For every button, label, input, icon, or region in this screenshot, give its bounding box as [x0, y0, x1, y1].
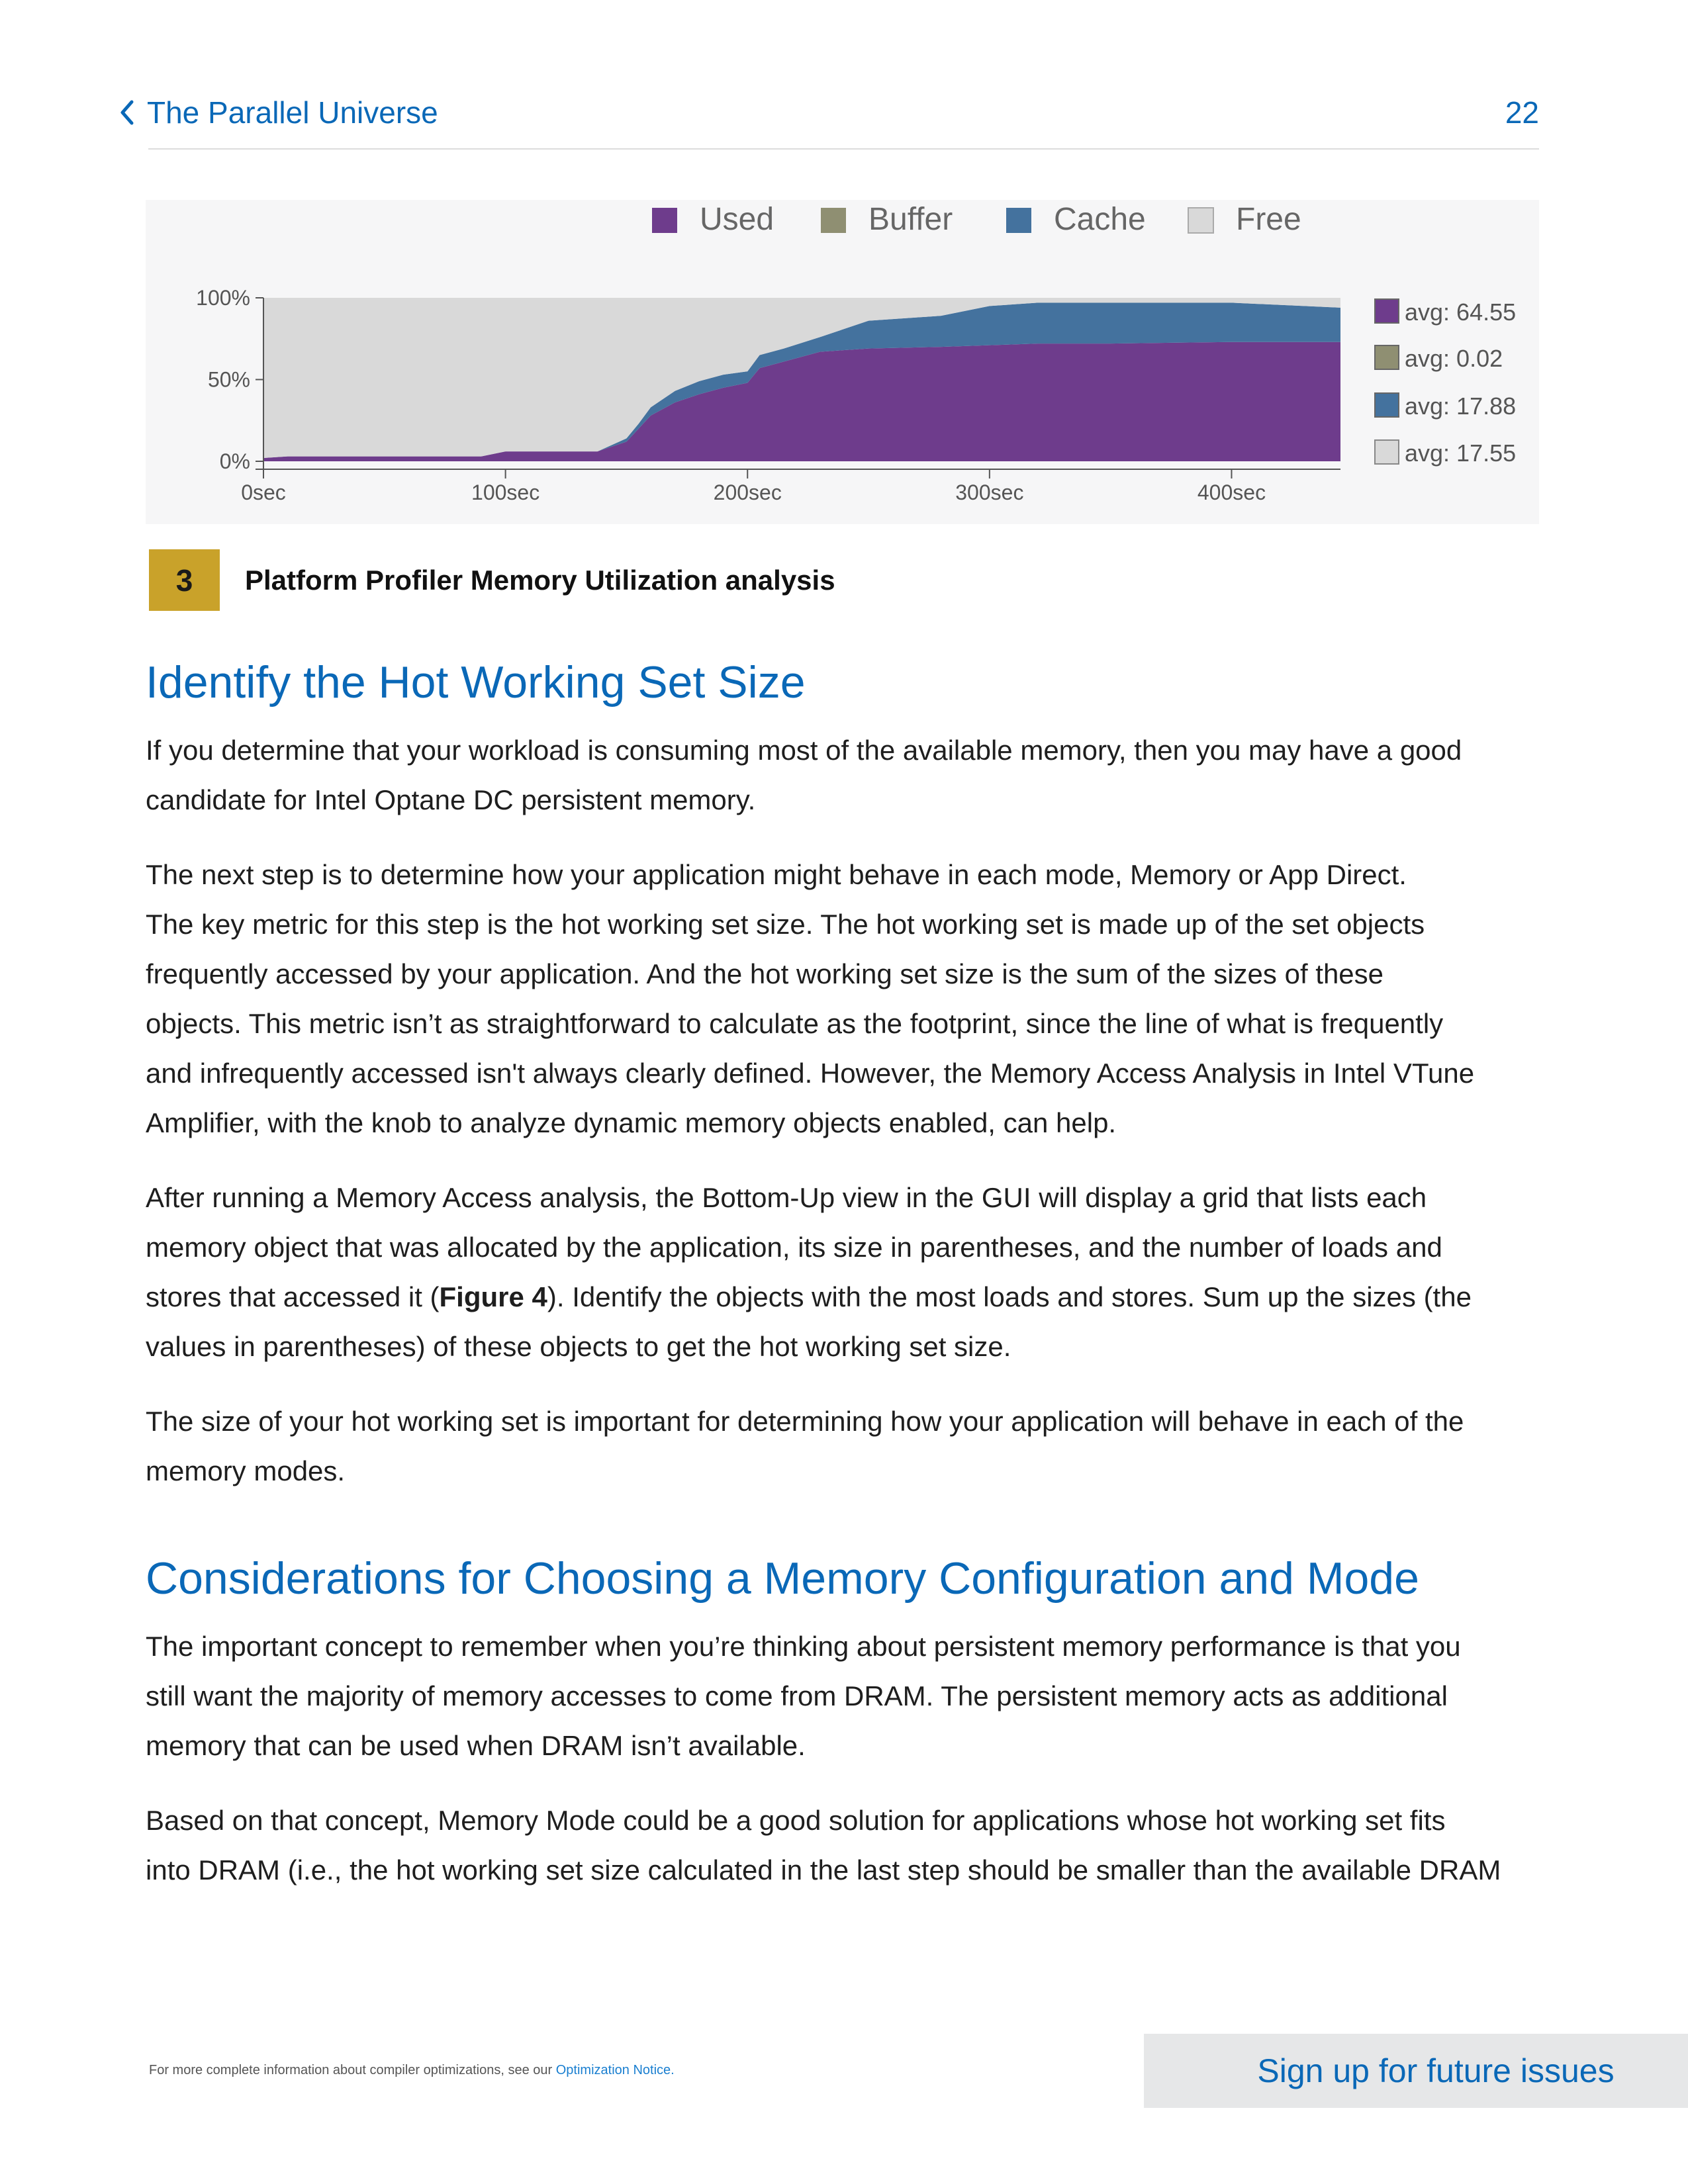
x-tick-label: 100sec	[471, 480, 540, 504]
article-body	[146, 649, 1575, 1895]
text-line: stores that accessed it (	[146, 1281, 440, 1312]
paragraph	[146, 1173, 1575, 1371]
page-header	[119, 93, 1539, 150]
text-line: memory that can be used when DRAM isn’t available.	[146, 1730, 806, 1761]
legend-swatch-free	[1188, 208, 1213, 233]
avg-label-free: avg: 17.55	[1405, 439, 1517, 467]
legend-label-used: Used	[700, 202, 774, 237]
paragraph	[146, 1621, 1575, 1770]
x-tick-label: 400sec	[1197, 480, 1266, 504]
figure-reference: Figure 4	[439, 1281, 547, 1312]
text-line: and infrequently accessed isn't always clearly defined. However, the Memory Access Analysis in Intel VTune	[146, 1058, 1475, 1089]
avg-label-cache: avg: 17.88	[1405, 392, 1517, 420]
text-line: candidate for Intel Optane DC persistent memory.	[146, 784, 756, 815]
text-line: The key metric for this step is the hot working set size. The hot working set is made up of the set objects	[146, 909, 1425, 940]
paragraph	[146, 850, 1575, 1148]
x-tick-label: 0sec	[241, 480, 286, 504]
footer-note-text: For more complete information about compiler optimizations, see our	[149, 2063, 553, 2077]
paragraph	[146, 1396, 1575, 1496]
y-tick-label: 100%	[196, 286, 250, 310]
figure-number-badge: 3	[149, 549, 220, 611]
paragraph	[146, 725, 1575, 825]
text-line: Amplifier, with the knob to analyze dynamic memory objects enabled, can help.	[146, 1107, 1117, 1138]
chevron-left-icon	[119, 99, 135, 126]
text-line: memory object that was allocated by the application, its size in parentheses, and the number of loads and	[146, 1232, 1442, 1263]
legend-swatch-cache	[1006, 208, 1031, 233]
chart-canvas	[146, 200, 1539, 524]
page-number: 22	[1505, 95, 1539, 130]
signup-button[interactable]	[1144, 2034, 1688, 2108]
text-line: ). Identify the objects with the most loads and stores. Sum up the sizes (the	[547, 1281, 1472, 1312]
avg-label-buffer: avg: 0.02	[1405, 345, 1503, 372]
figure-caption	[149, 549, 835, 611]
footer-note	[149, 2063, 675, 2078]
avg-swatch-used	[1375, 299, 1399, 323]
text-line: Based on that concept, Memory Mode could be a good solution for applications whose hot working set fits	[146, 1805, 1446, 1836]
text-line: values in parentheses) of these objects to get the hot working set size.	[146, 1331, 1011, 1362]
publication-title: The Parallel Universe	[147, 95, 438, 130]
header-divider	[148, 148, 1539, 150]
text-line: The next step is to determine how your application might behave in each mode, Memory or App Direct.	[146, 859, 1407, 890]
x-tick-label: 300sec	[955, 480, 1024, 504]
optimization-notice-link[interactable]: Optimization Notice.	[555, 2063, 675, 2077]
paragraph	[146, 1796, 1575, 1895]
avg-swatch-cache	[1375, 393, 1399, 417]
legend-label-buffer: Buffer	[868, 202, 953, 237]
section-heading-hot-working-set: Identify the Hot Working Set Size	[146, 657, 806, 707]
x-tick-label: 200sec	[713, 480, 782, 504]
legend-label-free: Free	[1236, 202, 1301, 237]
text-line: memory modes.	[146, 1455, 346, 1486]
avg-swatch-free	[1375, 440, 1399, 464]
legend-swatch-buffer	[821, 208, 846, 233]
text-line: objects. This metric isn’t as straightforward to calculate as the footprint, since the line of what is frequently	[146, 1008, 1444, 1039]
text-line: If you determine that your workload is consuming most of the available memory, then you may have a good	[146, 735, 1462, 766]
legend-swatch-used	[652, 208, 677, 233]
legend-label-cache: Cache	[1054, 202, 1146, 237]
text-line: frequently accessed by your application. And the hot working set size is the sum of the sizes of these	[146, 958, 1384, 989]
text-line: After running a Memory Access analysis, the Bottom-Up view in the GUI will display a grid that lists each	[146, 1182, 1427, 1213]
figure-caption-text: Platform Profiler Memory Utilization analysis	[245, 564, 835, 596]
text-line: still want the majority of memory accesses to come from DRAM. The persistent memory acts as additional	[146, 1680, 1448, 1711]
avg-label-used: avg: 64.55	[1405, 298, 1517, 326]
memory-utilization-chart	[146, 200, 1539, 524]
back-link[interactable]	[119, 93, 438, 132]
signup-label: Sign up for future issues	[1257, 2052, 1615, 2089]
text-line: The size of your hot working set is important for determining how your application will behave in each of the	[146, 1406, 1464, 1437]
avg-swatch-buffer	[1375, 345, 1399, 369]
section-heading-memory-configuration: Considerations for Choosing a Memory Configuration and Mode	[146, 1553, 1419, 1604]
y-tick-label: 0%	[219, 449, 250, 473]
y-tick-label: 50%	[207, 367, 250, 392]
text-line: into DRAM (i.e., the hot working set size calculated in the last step should be smaller than the available DRAM	[146, 1854, 1501, 1886]
text-line: The important concept to remember when you’re thinking about persistent memory performance is that you	[146, 1631, 1461, 1662]
